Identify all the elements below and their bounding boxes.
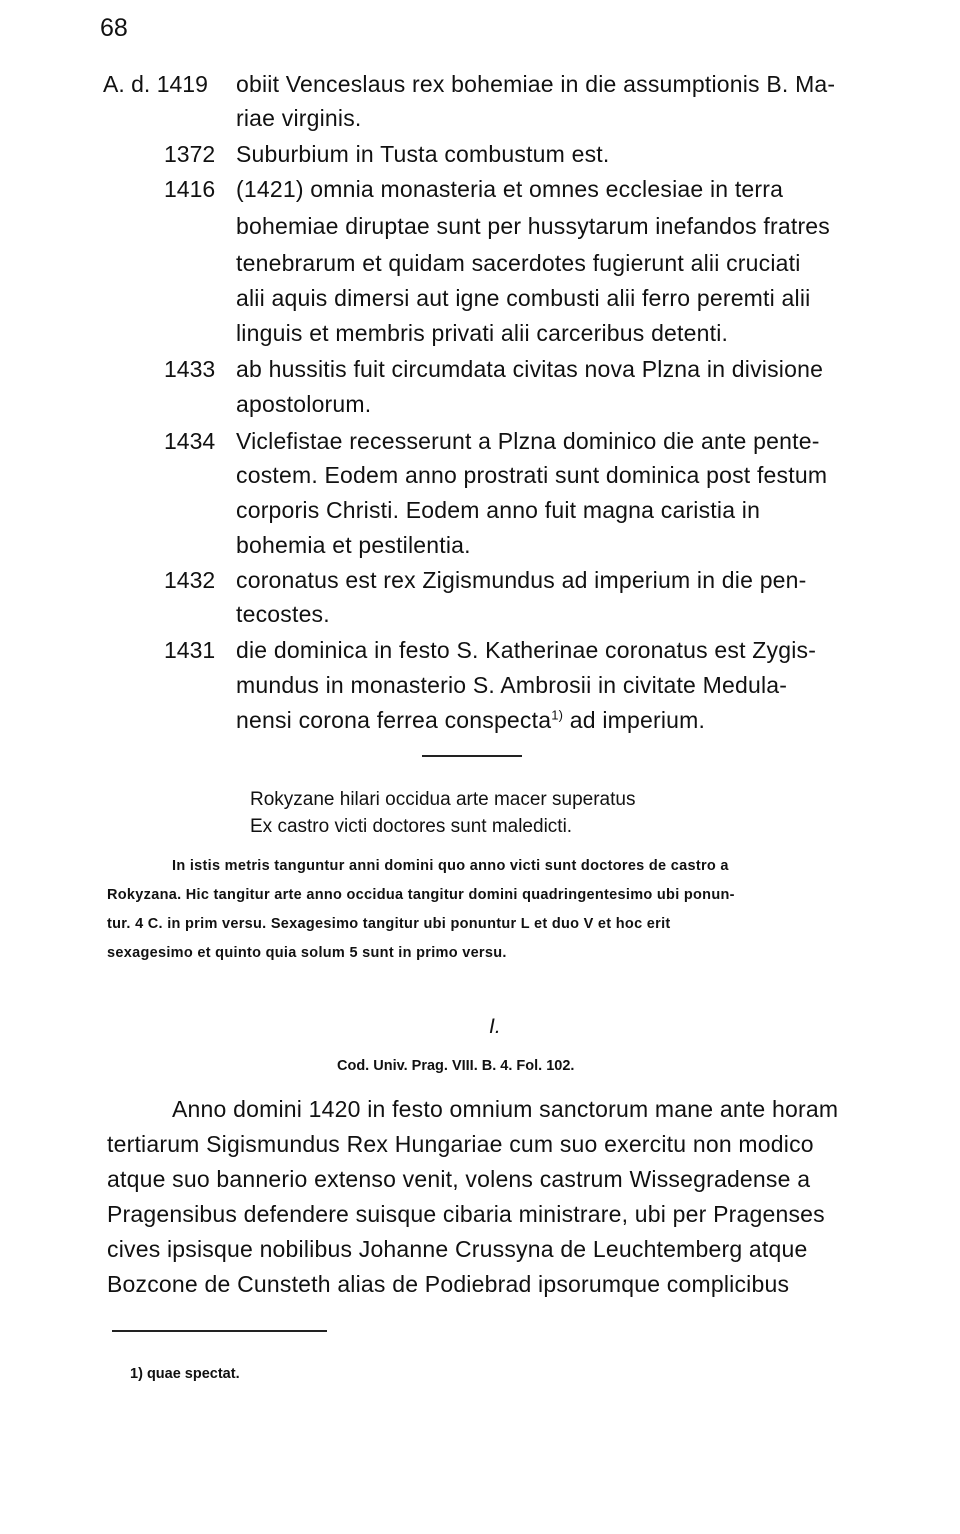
- body-line: Bozcone de Cunsteth alias de Podiebrad ipsorumque complicibus: [107, 1271, 790, 1297]
- entry-line: obiit Venceslaus rex bohemiae in die assumptionis B. Ma-: [236, 71, 836, 97]
- entry-line: bohemiae diruptae sunt per hussytarum inefandos fratres: [236, 213, 830, 239]
- body-line: Anno domini 1420 in festo omnium sanctorum mane ante horam: [172, 1096, 839, 1122]
- entry-line: [236, 707, 705, 734]
- entry-line: costem. Eodem anno prostrati sunt dominica post festum: [236, 462, 828, 488]
- footnote-mark: 1): [130, 1366, 143, 1382]
- entry-line-tail: ad imperium.: [569, 707, 706, 733]
- entry-year: A. d. 1419: [103, 71, 208, 97]
- footnote: [130, 1366, 240, 1382]
- commentary-line: Rokyzana. Hic tangitur arte anno occidua tangitur domini quadringentesimo ubi ponun-: [107, 887, 735, 903]
- entry-line-text: nensi corona ferrea conspecta: [236, 707, 552, 733]
- entry-line: riae virginis.: [236, 105, 362, 131]
- entry-line: die dominica in festo S. Katherinae coronatus est Zygis-: [236, 637, 817, 663]
- section-divider: [422, 755, 522, 757]
- footnote-text: quae spectat.: [146, 1366, 240, 1382]
- entry-line: mundus in monasterio S. Ambrosii in civitate Medula-: [236, 672, 788, 698]
- page-number: 68: [100, 14, 128, 42]
- entry-line: (1421) omnia monasteria et omnes ecclesiae in terra: [236, 176, 784, 202]
- commentary-line: In istis metris tanguntur anni domini quo anno victi sunt doctores de castro a: [172, 858, 729, 874]
- entry-line: tecostes.: [236, 601, 330, 627]
- entry-line: coronatus est rex Zigismundus ad imperium in die pen-: [236, 567, 807, 593]
- entry-year: 1416: [164, 176, 216, 202]
- footnote-divider: [112, 1330, 327, 1332]
- body-line: tertiarum Sigismundus Rex Hungariae cum suo exercitu non modico: [107, 1131, 814, 1157]
- commentary-line: sexagesimo et quinto quia solum 5 sunt in primo versu.: [107, 945, 507, 961]
- verse-line: Rokyzane hilari occidua arte macer superatus: [250, 789, 636, 810]
- commentary-line: tur. 4 C. in prim versu. Sexagesimo tangitur ubi ponuntur L et duo V et hoc erit: [107, 916, 671, 932]
- section-mark: I.: [489, 1015, 501, 1038]
- entry-year: 1433: [164, 356, 216, 382]
- entry-year: 1372: [164, 141, 216, 167]
- body-line: cives ipsisque nobilibus Johanne Crussyna de Leuchtemberg atque: [107, 1236, 808, 1262]
- entry-line: bohemia et pestilentia.: [236, 532, 471, 558]
- entry-line: tenebrarum et quidam sacerdotes fugierunt alii cruciati: [236, 250, 801, 276]
- verse-line: Ex castro victi doctores sunt maledicti.: [250, 816, 573, 837]
- entry-line: alii aquis dimersi aut igne combusti alii ferro peremti alii: [236, 285, 811, 311]
- entry-line: linguis et membris privati alii carceribus detenti.: [236, 320, 729, 346]
- entry-year: 1434: [164, 428, 216, 454]
- entry-line: corporis Christi. Eodem anno fuit magna caristia in: [236, 497, 761, 523]
- entry-year: 1431: [164, 637, 216, 663]
- source-reference: Cod. Univ. Prag. VIII. B. 4. Fol. 102.: [337, 1058, 575, 1074]
- entry-line: Suburbium in Tusta combustum est.: [236, 141, 610, 167]
- entry-line: apostolorum.: [236, 391, 372, 417]
- body-line: Pragensibus defendere suisque cibaria ministrare, ubi per Pragenses: [107, 1201, 825, 1227]
- footnote-reference: 1): [551, 707, 564, 723]
- entry-line: ab hussitis fuit circumdata civitas nova Plzna in divisione: [236, 356, 824, 382]
- entry-line: Viclefistae recesserunt a Plzna dominico die ante pente-: [236, 428, 820, 454]
- entry-year: 1432: [164, 567, 216, 593]
- body-line: atque suo bannerio extenso venit, volens castrum Wissegradense a: [107, 1166, 811, 1192]
